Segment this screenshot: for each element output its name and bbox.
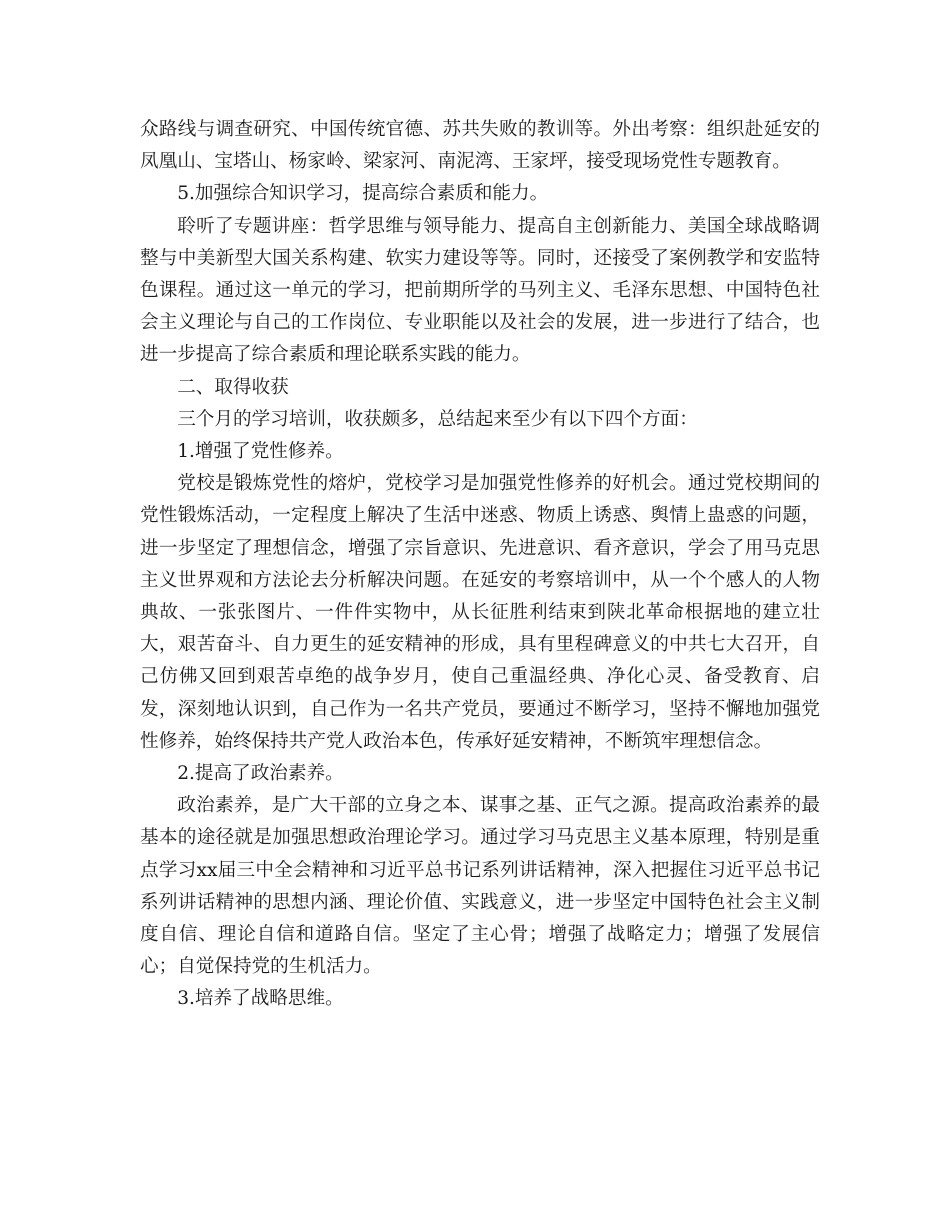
paragraph: 政治素养，是广大干部的立身之本、谋事之基、正气之源。提高政治素养的最基本的途径就是加强思想政治理论学习。通过学习马克思主义基本原理，特别是重点学习xx届三中全会精神和习近平总书记系列讲话精神，深入把握住习近平总书记系列讲话精神的思想内涵、理论价值、实践意义，进一步坚定中国特色社会主义制度自信、理论自信和道路自信。坚定了主心骨；增强了战略定力；增强了发展信心；自觉保持党的生机活力。 (140, 795, 820, 978)
heading-item-2: 2.提高了政治素养。 (177, 763, 344, 785)
paragraph-continuation: 众路线与调查研究、中国传统官德、苏共失败的教训等。外出考察：组织赴延安的凤凰山、宝塔山、杨家岭、梁家河、南泥湾、王家坪，接受现场党性专题教育。 (140, 119, 820, 173)
section-heading: 二、取得收获 (177, 376, 289, 398)
paragraph: 三个月的学习培训，收获颇多，总结起来至少有以下四个方面： (177, 408, 698, 430)
document-body (140, 114, 820, 1016)
heading-item-1: 1.增强了党性修养。 (177, 441, 344, 463)
paragraph: 党校是锻炼党性的熔炉，党校学习是加强党性修养的好机会。通过党校期间的党性锻炼活动，一定程度上解决了生活中迷惑、物质上诱惑、舆情上蛊惑的问题，进一步坚定了理想信念，增强了宗旨意识、先进意识、看齐意识，学会了用马克思主义世界观和方法论去分析解决问题。在延安的考察培训中，从一个个感人的人物典故、一张张图片、一件件实物中，从长征胜利结束到陕北革命根据地的建立壮大，艰苦奋斗、自力更生的延安精神的形成，具有里程碑意义的中共七大召开，自己仿佛又回到艰苦卓绝的战争岁月，使自己重温经典、净化心灵、备受教育、启发，深刻地认识到，自己作为一名共产党员，要通过不断学习，坚持不懈地加强党性修养，始终保持共产党人政治本色，传承好延安精神，不断筑牢理想信念。 (140, 473, 820, 752)
heading-item-3: 3.培养了战略思维。 (177, 988, 344, 1010)
heading-item-5: 5.加强综合知识学习，提高综合素质和能力。 (177, 183, 549, 205)
paragraph: 聆听了专题讲座：哲学思维与领导能力、提高自主创新能力、美国全球战略调整与中美新型大国关系构建、软实力建设等等。同时，还接受了案例教学和安监特色课程。通过这一单元的学习，把前期所学的马列主义、毛泽东思想、中国特色社会主义理论与自己的工作岗位、专业职能以及社会的发展，进一步进行了结合，也进一步提高了综合素质和理论联系实践的能力。 (140, 215, 820, 366)
